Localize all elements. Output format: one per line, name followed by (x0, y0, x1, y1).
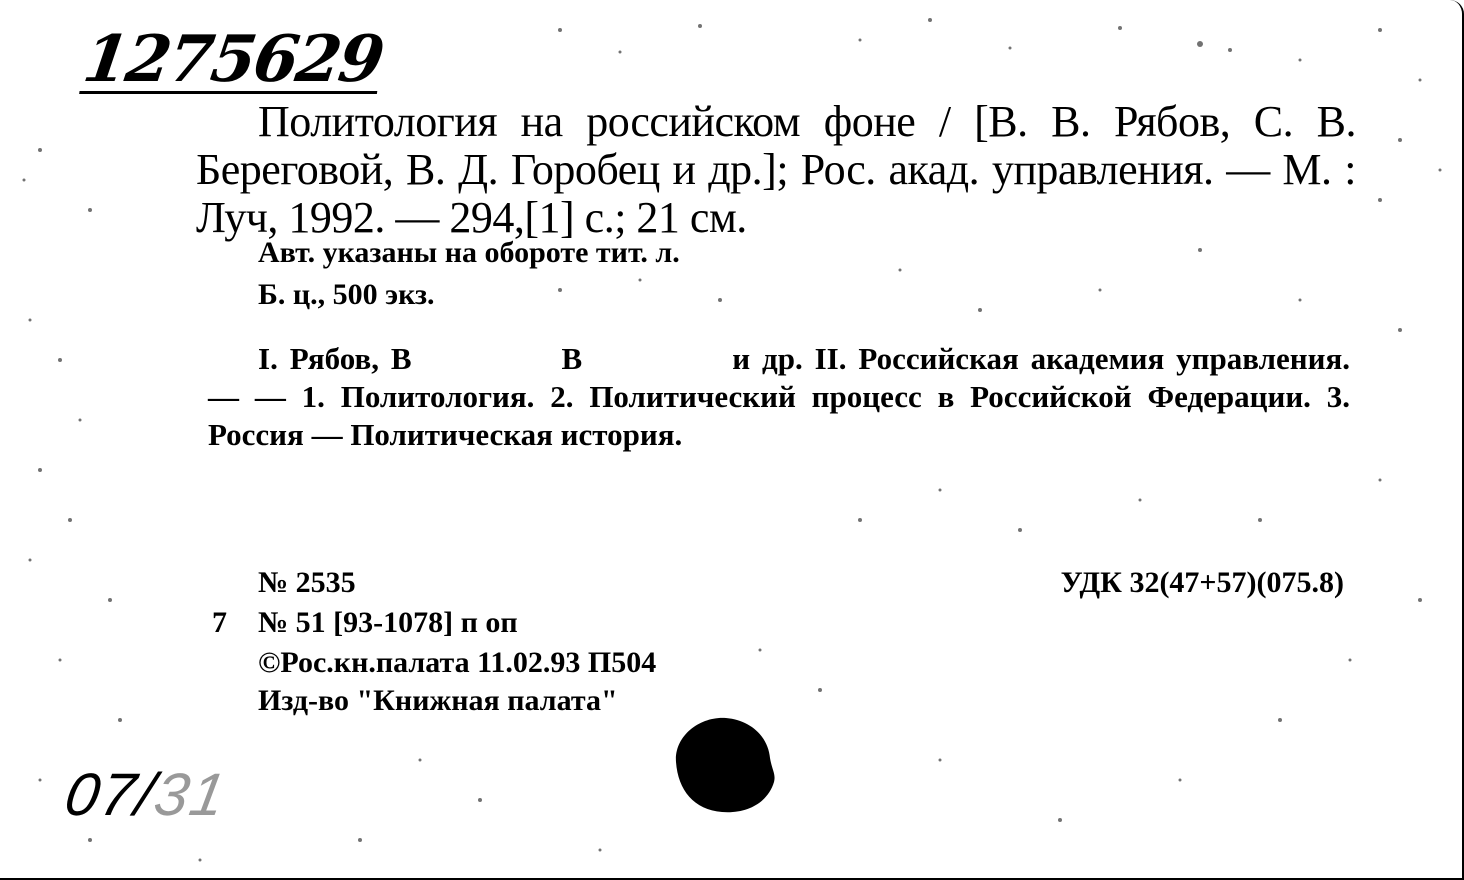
notes (258, 232, 680, 316)
record-number: № 2535 (258, 566, 356, 599)
shelf-mark-faint: 31 (149, 761, 233, 828)
tracing-subjects: и др. II. Российская академия управления. — — 1. Политология. 2. Политический процесс в Российской Федерации. 3. Россия — Политическая история. (208, 341, 1350, 452)
catalog-number: 1275629 (78, 22, 387, 97)
publisher-line: Изд-во "Книжная палата" (258, 684, 618, 717)
shelf-mark (60, 760, 232, 829)
order-prefix: 7 (212, 606, 227, 639)
main-entry: Политология на российском фоне / [В. В. Рябов, С. В. Береговой, В. Д. Горобец и др.]; Рос. акад. управления. — М. : Луч, 1992. — 294,[1] с.; 21 см. (196, 97, 1356, 242)
tracings (208, 340, 1350, 454)
note-line: Б. ц., 500 экз. (258, 278, 435, 311)
punch-hole (664, 712, 778, 816)
order-line: № 51 [93-1078] п оп (258, 606, 518, 639)
udk-code: УДК 32(47+57)(075.8) (1060, 566, 1344, 599)
shelf-mark-main: 07/ (60, 761, 162, 828)
copyright-line: ©Рос.кн.палата 11.02.93 П504 (258, 646, 657, 679)
note-line: Авт. указаны на обороте тит. л. (258, 236, 680, 269)
tracing-author-initial: В (561, 341, 583, 376)
tracing-author: I. Рябов, В (258, 341, 412, 376)
